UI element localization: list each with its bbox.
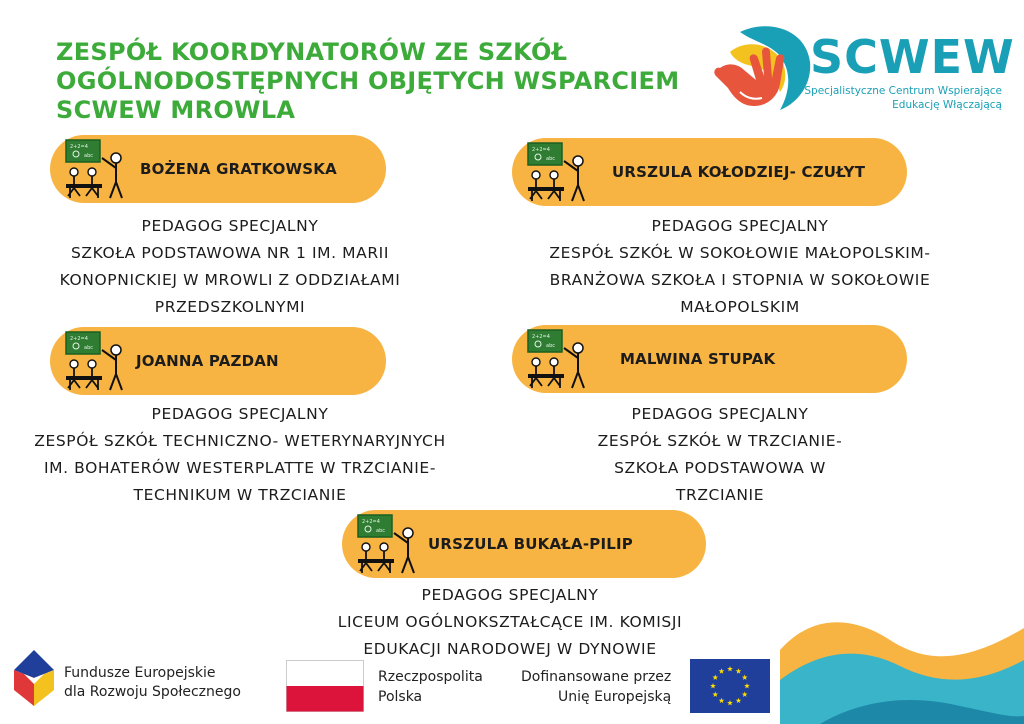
classroom-teacher-icon <box>524 328 590 390</box>
coordinator-description <box>520 213 960 321</box>
desc-line: SZKOŁA PODSTAWOWA NR 1 IM. MARII <box>70 244 390 262</box>
coordinator-description <box>540 401 900 509</box>
classroom-teacher-icon <box>62 330 128 392</box>
desc-line: EDUKACJI NARODOWEJ W DYNOWIE <box>363 640 657 658</box>
svg-text:abc: abc <box>546 343 555 349</box>
fe-flag-icon <box>14 650 54 706</box>
decorative-waves <box>780 620 1024 724</box>
coordinator-pill <box>50 327 386 395</box>
desc-line: MAŁOPOLSKIM <box>680 298 800 316</box>
coordinator-description <box>20 213 440 321</box>
desc-line: ZESPÓŁ SZKÓŁ W TRZCIANIE- <box>597 432 843 450</box>
svg-text:abc: abc <box>84 345 93 351</box>
eu-text-1: Dofinansowane przez <box>521 669 672 685</box>
svg-text:2+2=4: 2+2=4 <box>532 147 550 153</box>
coordinator-pill <box>512 325 907 393</box>
desc-line: PEDAGOG SPECJALNY <box>631 405 809 423</box>
svg-text:abc: abc <box>546 156 555 162</box>
coordinator-pill <box>342 510 706 578</box>
coordinator-pill <box>512 138 907 206</box>
desc-line: ZESPÓŁ SZKÓŁ TECHNICZNO- WETERYNARYJNYCH <box>34 432 446 450</box>
svg-text:2+2=4: 2+2=4 <box>70 144 88 150</box>
title-line-3: SCWEW MROWLA <box>56 96 296 124</box>
desc-line: PEDAGOG SPECJALNY <box>421 586 599 604</box>
classroom-teacher-icon <box>62 138 128 200</box>
coordinator-name: BOŻENA GRATKOWSKA <box>140 160 337 178</box>
title-line-2: OGÓLNODOSTĘPNYCH OBJĘTYCH WSPARCIEM <box>56 67 680 95</box>
eu-text-2: Unię Europejską <box>558 689 672 705</box>
svg-text:2+2=4: 2+2=4 <box>532 334 550 340</box>
desc-line: KONOPNICKIEJ W MROWLI Z ODDZIAŁAMI <box>59 271 401 289</box>
coordinator-description <box>10 401 470 509</box>
desc-line: BRANŻOWA SZKOŁA I STOPNIA W SOKOŁOWIE <box>549 271 931 289</box>
svg-text:2+2=4: 2+2=4 <box>70 336 88 342</box>
rp-text-1: Rzeczpospolita <box>378 669 483 685</box>
logo-subtitle-1: Specjalistyczne Centrum Wspierające <box>804 85 1002 97</box>
desc-line: PEDAGOG SPECJALNY <box>141 217 319 235</box>
desc-line: LICEUM OGÓLNOKSZTAŁCĄCE IM. KOMISJI <box>337 613 683 631</box>
hands-icon <box>710 22 814 114</box>
coordinator-name: URSZULA BUKAŁA-PILIP <box>428 535 633 553</box>
svg-text:abc: abc <box>376 528 385 534</box>
desc-line: PRZEDSZKOLNYMI <box>154 298 306 316</box>
coordinator-description <box>280 582 740 663</box>
coordinator-name: URSZULA KOŁODZIEJ- CZUŁYT <box>612 163 866 181</box>
desc-line: TECHNIKUM W TRZCIANIE <box>133 486 347 504</box>
desc-line: IM. BOHATERÓW WESTERPLATTE W TRZCIANIE- <box>43 459 437 477</box>
desc-line: TRZCIANIE <box>675 486 765 504</box>
eu-flag-icon <box>690 659 770 713</box>
page-title <box>56 38 716 125</box>
classroom-teacher-icon <box>524 141 590 203</box>
fe-text-1: Fundusze Europejskie <box>64 665 216 681</box>
classroom-teacher-icon <box>354 513 420 575</box>
desc-line: PEDAGOG SPECJALNY <box>151 405 329 423</box>
desc-line: SZKOŁA PODSTAWOWA W <box>614 459 826 477</box>
coordinator-pill <box>50 135 386 203</box>
scwew-logo <box>706 18 1015 118</box>
logo-subtitle-2: Edukację Włączającą <box>892 99 1002 111</box>
svg-text:2+2=4: 2+2=4 <box>362 519 380 525</box>
rp-text-2: Polska <box>378 689 423 705</box>
desc-line: ZESPÓŁ SZKÓŁ W SOKOŁOWIE MAŁOPOLSKIM- <box>549 244 931 262</box>
desc-line: PEDAGOG SPECJALNY <box>651 217 829 235</box>
svg-text:abc: abc <box>84 153 93 159</box>
title-line-1: ZESPÓŁ KOORDYNATORÓW ZE SZKÓŁ <box>56 38 568 66</box>
logo-brand: SCWEW <box>810 30 1015 84</box>
coordinator-name: MALWINA STUPAK <box>620 350 776 368</box>
coordinator-name: JOANNA PAZDAN <box>136 352 279 370</box>
poland-flag-icon <box>286 660 364 712</box>
fe-text-2: dla Rozwoju Społecznego <box>64 684 241 700</box>
